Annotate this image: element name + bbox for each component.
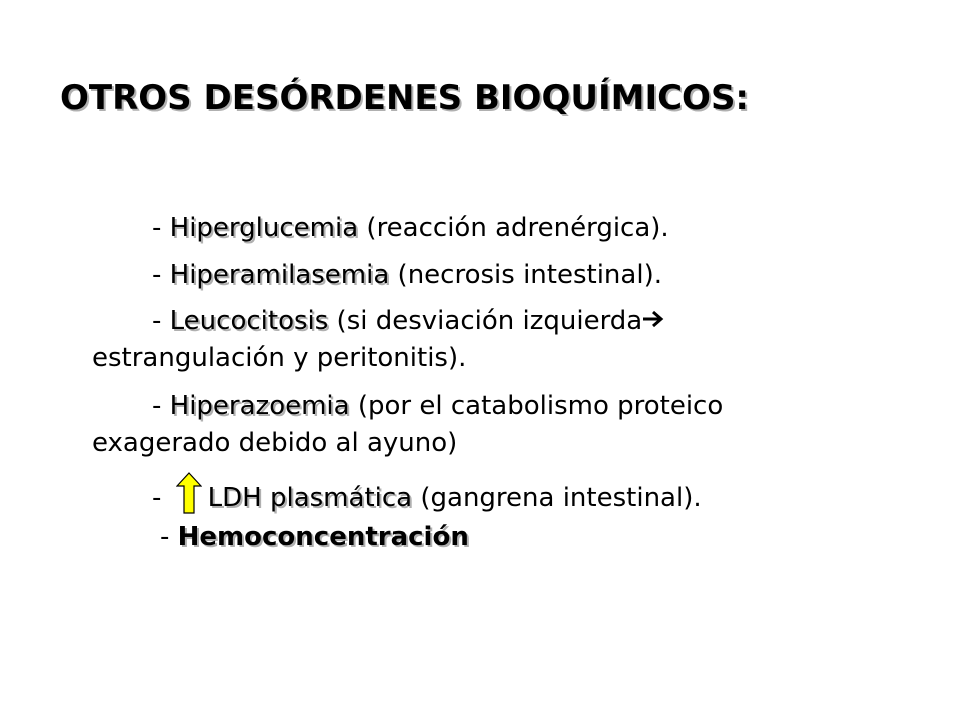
item-term: Hiperamilasemia [169,260,390,290]
item-term: Hiperazoemia [169,391,350,421]
list-item [152,210,669,246]
item-detail: (si desviación izquierda [328,306,643,336]
right-arrow-icon [642,309,664,329]
slide-title: OTROS DESÓRDENES BIOQUÍMICOS: [60,78,750,118]
item-dash: - [152,213,170,243]
item-term: Hiperglucemia [169,213,359,243]
list-item [152,257,662,293]
item-detail: (por el catabolismo proteico [349,391,724,421]
list-item [152,303,664,339]
list-item [152,388,723,424]
item-dash: - [152,391,170,421]
item-term: Leucocitosis [169,306,329,336]
item-detail: (reacción adrenérgica). [358,213,669,243]
list-item [160,519,469,555]
item-term: LDH plasmática [207,483,413,513]
list-item-continuation: exagerado debido al ayuno) [92,428,458,458]
item-detail: (necrosis intestinal). [389,260,662,290]
item-detail: (gangrena intestinal). [412,483,702,513]
item-term: Hemoconcentración [177,522,469,552]
item-dash: - [152,483,170,513]
item-dash: - [160,522,178,552]
item-dash: - [152,306,170,336]
up-arrow-icon [176,472,202,514]
item-dash: - [152,260,170,290]
list-item-continuation: estrangulación y peritonitis). [92,343,467,373]
list-item [152,472,702,516]
